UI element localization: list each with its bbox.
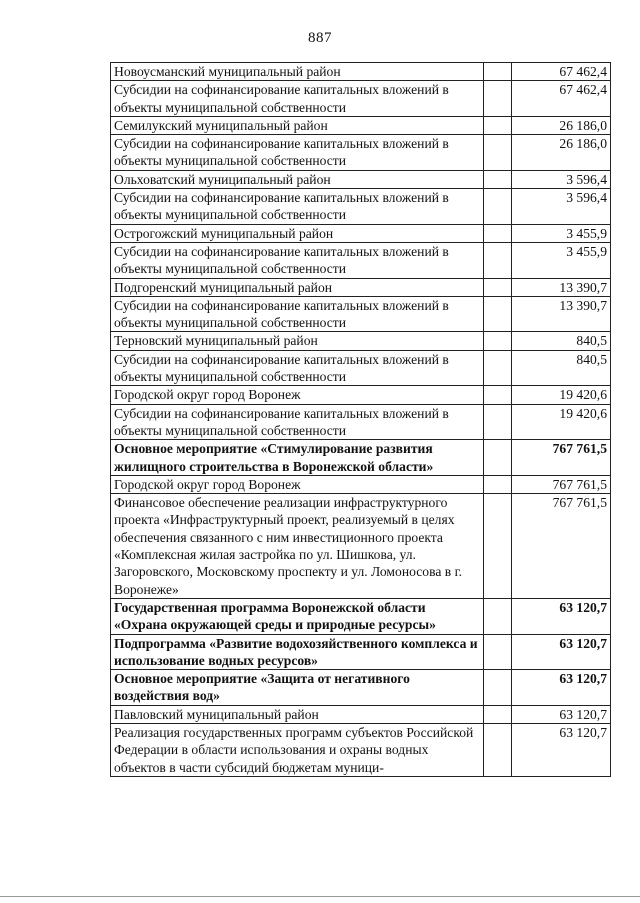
row-empty-cell (484, 404, 512, 440)
table-row (111, 475, 611, 493)
row-amount-cell: 3 455,9 (512, 224, 611, 242)
row-name-cell: Основное мероприятие «Стимулирование развития жилищного строительства в Воронежской области» (111, 440, 484, 476)
table-row (111, 189, 611, 225)
table-row (111, 386, 611, 404)
row-amount-cell: 3 455,9 (512, 242, 611, 278)
row-name-cell: Семилукский муниципальный район (111, 116, 484, 134)
row-amount-cell: 63 120,7 (512, 723, 611, 776)
table-row (111, 63, 611, 81)
row-empty-cell (484, 63, 512, 81)
row-name-cell: Субсидии на софинансирование капитальных вложений в объекты муниципальной собственности (111, 189, 484, 225)
row-amount-cell: 767 761,5 (512, 494, 611, 599)
table-row (111, 170, 611, 188)
row-amount-cell: 767 761,5 (512, 475, 611, 493)
row-amount-cell: 67 462,4 (512, 63, 611, 81)
row-amount-cell: 840,5 (512, 332, 611, 350)
table-row (111, 670, 611, 706)
table-row (111, 598, 611, 634)
table-row (111, 81, 611, 117)
table-row (111, 278, 611, 296)
row-amount-cell: 63 120,7 (512, 598, 611, 634)
row-empty-cell (484, 634, 512, 670)
row-empty-cell (484, 598, 512, 634)
row-empty-cell (484, 81, 512, 117)
row-name-cell: Субсидии на софинансирование капитальных вложений в объекты муниципальной собственности (111, 296, 484, 332)
row-amount-cell: 67 462,4 (512, 81, 611, 117)
table-row (111, 135, 611, 171)
row-name-cell: Городской округ город Воронеж (111, 475, 484, 493)
row-name-cell: Субсидии на софинансирование капитальных вложений в объекты муниципальной собственности (111, 404, 484, 440)
row-name-cell: Подгоренский муниципальный район (111, 278, 484, 296)
row-empty-cell (484, 440, 512, 476)
table-row (111, 404, 611, 440)
row-amount-cell: 13 390,7 (512, 278, 611, 296)
row-name-cell: Терновский муниципальный район (111, 332, 484, 350)
row-empty-cell (484, 242, 512, 278)
table-row (111, 332, 611, 350)
row-empty-cell (484, 224, 512, 242)
row-amount-cell: 3 596,4 (512, 189, 611, 225)
row-name-cell: Реализация государственных программ субъектов Российской Федерации в области использования и охраны водных объектов в части субсидий бюджетам муници- (111, 723, 484, 776)
row-name-cell: Острогожский муниципальный район (111, 224, 484, 242)
table-row (111, 723, 611, 776)
row-empty-cell (484, 170, 512, 188)
row-empty-cell (484, 350, 512, 386)
row-name-cell: Субсидии на софинансирование капитальных вложений в объекты муниципальной собственности (111, 242, 484, 278)
table-row (111, 440, 611, 476)
row-amount-cell: 19 420,6 (512, 386, 611, 404)
row-empty-cell (484, 296, 512, 332)
row-empty-cell (484, 135, 512, 171)
table-row (111, 116, 611, 134)
row-name-cell: Павловский муниципальный район (111, 705, 484, 723)
budget-table (110, 62, 611, 777)
table-row (111, 705, 611, 723)
row-name-cell: Субсидии на софинансирование капитальных вложений в объекты муниципальной собственности (111, 135, 484, 171)
row-name-cell: Субсидии на софинансирование капитальных вложений в объекты муниципальной собственности (111, 81, 484, 117)
row-empty-cell (484, 670, 512, 706)
row-name-cell: Ольховатский муниципальный район (111, 170, 484, 188)
row-amount-cell: 63 120,7 (512, 705, 611, 723)
row-name-cell: Финансовое обеспечение реализации инфраструктурного проекта «Инфраструктурный проект, реализуемый в целях обеспечения связанного с ним инвестиционного проекта «Комплексная жилая застройка по ул. Шишкова, ул. Загоровского, Московскому проспекту и ул. Ломоносова в г. Воронеже» (111, 494, 484, 599)
page-bottom-rule (0, 896, 640, 897)
row-amount-cell: 63 120,7 (512, 634, 611, 670)
row-name-cell: Подпрограмма «Развитие водохозяйственного комплекса и использование водных ресурсов» (111, 634, 484, 670)
row-empty-cell (484, 278, 512, 296)
table-row (111, 296, 611, 332)
table-row (111, 494, 611, 599)
row-empty-cell (484, 723, 512, 776)
row-amount-cell: 19 420,6 (512, 404, 611, 440)
row-amount-cell: 26 186,0 (512, 135, 611, 171)
row-empty-cell (484, 116, 512, 134)
row-empty-cell (484, 475, 512, 493)
row-empty-cell (484, 705, 512, 723)
row-amount-cell: 3 596,4 (512, 170, 611, 188)
row-empty-cell (484, 332, 512, 350)
table-row (111, 242, 611, 278)
row-name-cell: Городской округ город Воронеж (111, 386, 484, 404)
row-name-cell: Государственная программа Воронежской области «Охрана окружающей среды и природные ресурсы» (111, 598, 484, 634)
row-amount-cell: 840,5 (512, 350, 611, 386)
row-amount-cell: 13 390,7 (512, 296, 611, 332)
table-row (111, 224, 611, 242)
row-empty-cell (484, 189, 512, 225)
row-empty-cell (484, 494, 512, 599)
row-amount-cell: 767 761,5 (512, 440, 611, 476)
row-name-cell: Основное мероприятие «Защита от негативного воздействия вод» (111, 670, 484, 706)
row-name-cell: Субсидии на софинансирование капитальных вложений в объекты муниципальной собственности (111, 350, 484, 386)
row-empty-cell (484, 386, 512, 404)
row-amount-cell: 63 120,7 (512, 670, 611, 706)
page-number: 887 (308, 30, 332, 46)
table-row (111, 634, 611, 670)
row-name-cell: Новоусманский муниципальный район (111, 63, 484, 81)
budget-table-body (111, 63, 611, 777)
table-row (111, 350, 611, 386)
row-amount-cell: 26 186,0 (512, 116, 611, 134)
